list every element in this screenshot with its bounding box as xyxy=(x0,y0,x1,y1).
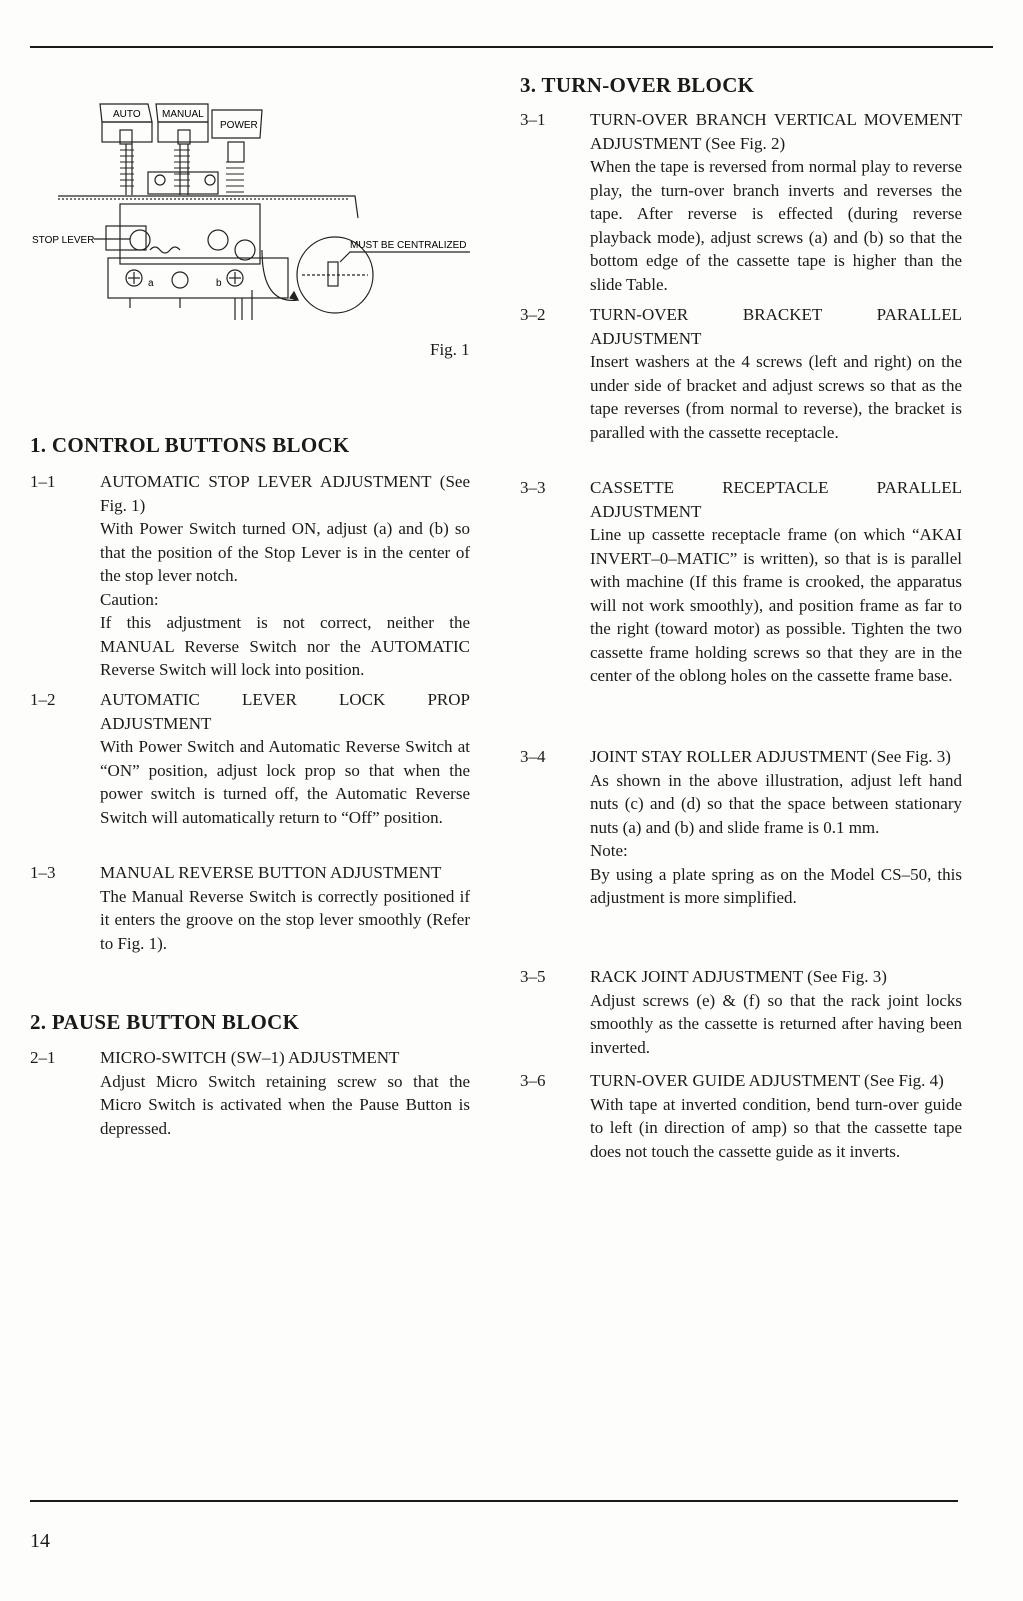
item-heading: TURN-OVER BRACKET PARALLEL ADJUSTMENT xyxy=(590,305,962,348)
item-1-1 xyxy=(30,470,470,682)
screw-b-label: b xyxy=(216,278,222,289)
item-heading: MICRO-SWITCH (SW–1) ADJUSTMENT xyxy=(100,1048,400,1067)
item-heading: MANUAL REVERSE BUTTON ADJUSTMENT xyxy=(100,863,442,882)
item-3-2 xyxy=(520,303,962,444)
item-text: Adjust Micro Switch retaining screw so that the Micro Switch is activated when the Pause Button is depressed. xyxy=(100,1071,470,1138)
item-3-1 xyxy=(520,108,962,296)
item-number: 3–2 xyxy=(520,305,546,324)
figure-caption: Fig. 1 xyxy=(430,340,470,359)
manual-label: MANUAL xyxy=(162,109,204,120)
caution-text: If this adjustment is not correct, neither the MANUAL Reverse Switch nor the AUTOMATIC Reverse Switch will lock into position. xyxy=(100,613,470,679)
item-heading: CASSETTE RECEPTACLE PARALLEL ADJUSTMENT xyxy=(590,478,962,521)
item-3-4 xyxy=(520,745,962,910)
mechanism-diagram xyxy=(30,100,490,365)
power-label: POWER xyxy=(220,120,258,131)
item-number: 3–5 xyxy=(520,967,546,986)
item-number: 2–1 xyxy=(30,1048,56,1067)
item-number: 3–1 xyxy=(520,110,546,129)
item-text: Insert washers at the 4 screws (left and right) on the under side of bracket and adjust screws so that as the tape reverses (from normal to reverse), the bracket is paralled with the cassette receptacle. xyxy=(590,352,962,442)
section-1-title: 1. CONTROL BUTTONS BLOCK xyxy=(30,433,350,457)
auto-label: AUTO xyxy=(113,109,141,120)
top-rule xyxy=(30,46,993,48)
item-2-1 xyxy=(30,1046,470,1140)
bottom-rule xyxy=(30,1500,958,1502)
item-number: 1–2 xyxy=(30,690,56,709)
item-number: 3–6 xyxy=(520,1071,546,1090)
item-text: With tape at inverted condition, bend turn-over guide to left (in direction of amp) so that the cassette tape does not touch the cassette guide as it inverts. xyxy=(590,1094,962,1161)
section-3-title: 3. TURN-OVER BLOCK xyxy=(520,73,755,97)
item-number: 1–3 xyxy=(30,863,56,882)
item-heading: AUTOMATIC STOP LEVER ADJUSTMENT (See Fig. 1) xyxy=(100,472,470,515)
item-heading: RACK JOINT ADJUSTMENT (See Fig. 3) xyxy=(590,967,887,986)
section-2-title: 2. PAUSE BUTTON BLOCK xyxy=(30,1010,300,1034)
item-heading: JOINT STAY ROLLER ADJUSTMENT (See Fig. 3) xyxy=(590,747,951,766)
item-3-3 xyxy=(520,476,962,688)
item-text: The Manual Reverse Switch is correctly positioned if it enters the groove on the stop lever smoothly (Refer to Fig. 1). xyxy=(100,886,470,953)
item-text: With Power Switch and Automatic Reverse Switch at “ON” position, adjust lock prop so that when the power switch is turned off, the Automatic Reverse Switch will automatically return to “Off” position. xyxy=(100,737,470,827)
stop-lever-label: STOP LEVER xyxy=(32,235,95,246)
screw-a-label: a xyxy=(148,278,154,289)
item-number: 1–1 xyxy=(30,472,56,491)
item-number: 3–4 xyxy=(520,747,546,766)
item-heading: TURN-OVER BRANCH VERTICAL MOVEMENT ADJUSTMENT (See Fig. 2) xyxy=(590,110,962,153)
item-text: With Power Switch turned ON, adjust (a) and (b) so that the position of the Stop Lever is in the center of the stop lever notch. xyxy=(100,519,470,585)
must-be-centralized-label: MUST BE CENTRALIZED xyxy=(350,240,467,251)
item-heading: TURN-OVER GUIDE ADJUSTMENT (See Fig. 4) xyxy=(590,1071,944,1090)
page-number: 14 xyxy=(30,1530,50,1552)
item-3-5 xyxy=(520,965,962,1059)
caution-label: Caution: xyxy=(100,589,159,609)
item-1-3 xyxy=(30,861,470,955)
item-text: As shown in the above illustration, adjust left hand nuts (c) and (d) so that the space between stationary nuts (a) and (b) and slide frame is 0.1 mm. xyxy=(590,770,962,837)
item-text: When the tape is reversed from normal play to reverse play, the turn-over branch inverts and reverses the tape. After reverse is effected (during reverse playback mode), adjust screws (a) and (b) so that the bottom edge of the cassette tape is higher than the slide Table. xyxy=(590,157,962,294)
item-number: 3–3 xyxy=(520,478,546,497)
note-label: Note: xyxy=(590,841,628,860)
figure-1 xyxy=(30,100,490,365)
item-text: Line up cassette receptacle frame (on which “AKAI INVERT–0–MATIC” is written), so that is is parallel with machine (If this frame is crooked, the apparatus will not work smoothly), and position frame as far to the right (toward motor) as possible. Tighten the two cassette frame holding screws so that they are in the center of the oblong holes on the cassette frame base. xyxy=(590,525,962,685)
item-3-6 xyxy=(520,1069,962,1163)
item-heading: AUTOMATIC LEVER LOCK PROP ADJUSTMENT xyxy=(100,690,470,733)
item-text: Adjust screws (e) & (f) so that the rack joint locks smoothly as the cassette is returned after having been inverted. xyxy=(590,990,962,1057)
note-text: By using a plate spring as on the Model CS–50, this adjustment is more simplified. xyxy=(590,864,962,907)
item-1-2 xyxy=(30,688,470,829)
